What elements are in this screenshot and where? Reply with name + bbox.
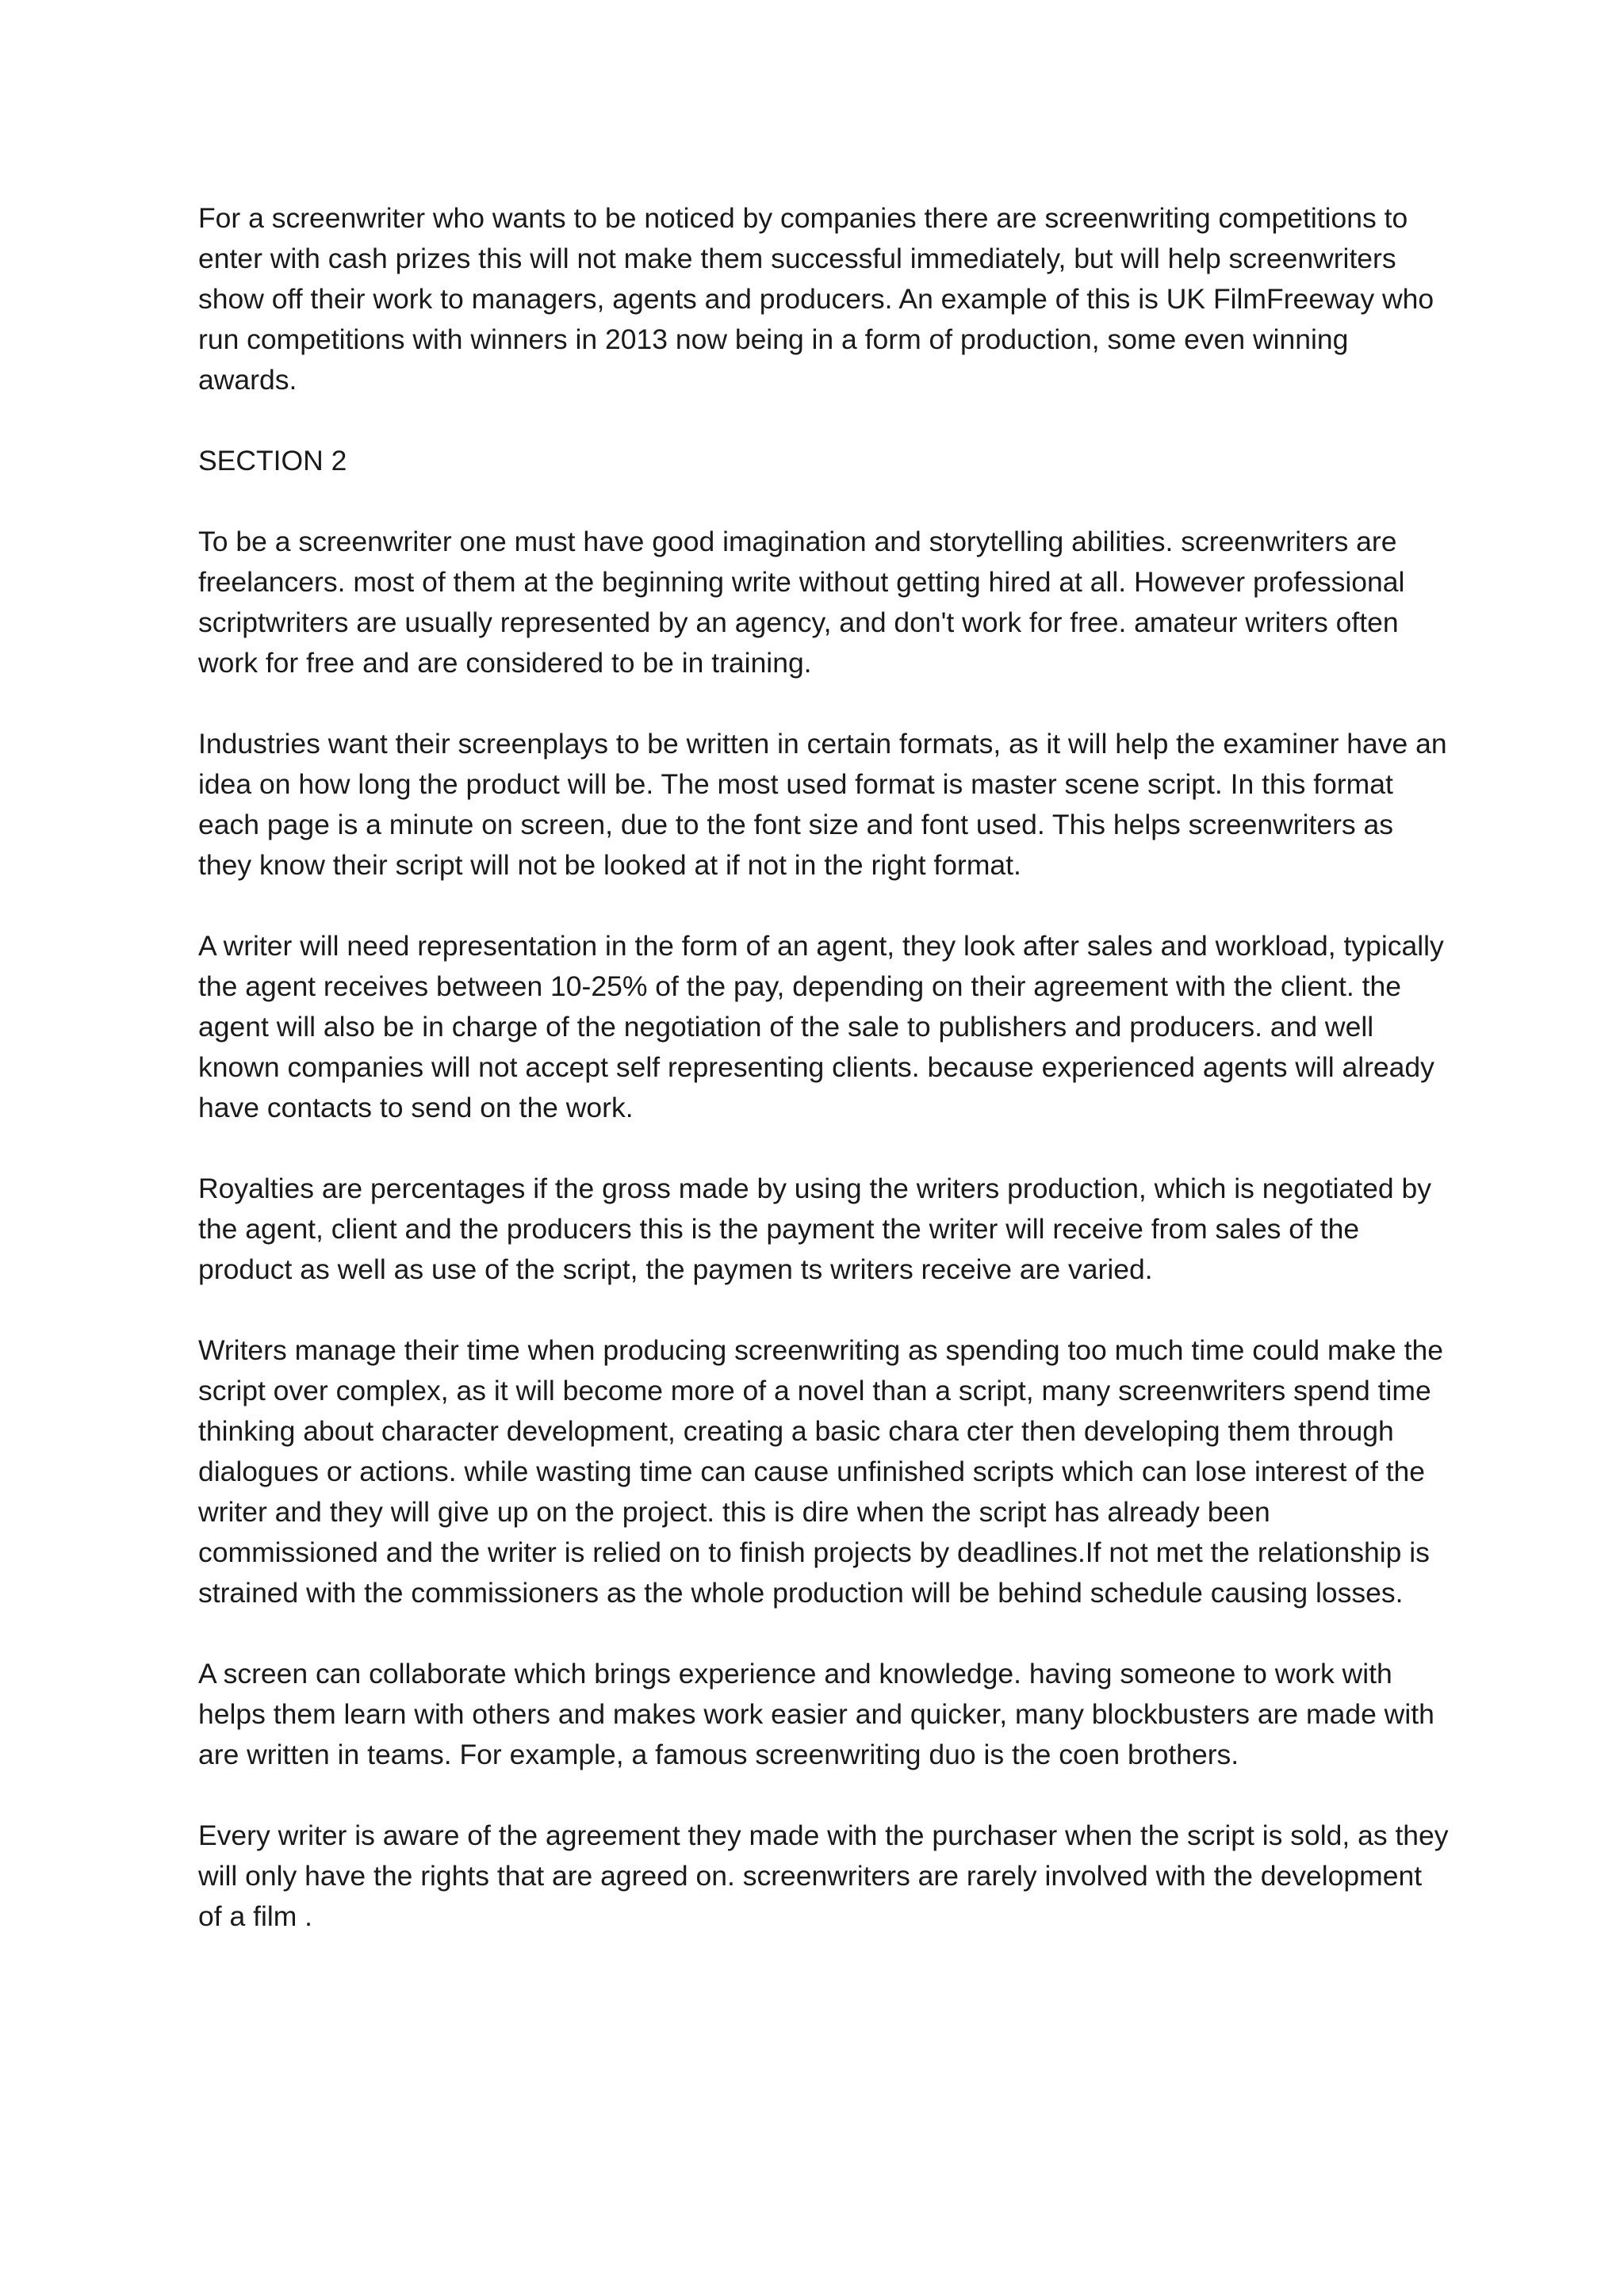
paragraph-time-management: Writers manage their time when producing screenwriting as spending too much time could make the script over complex, as it will become more of a novel than a script, many screenwriters spend time thinking about character development, creating a basic chara cter then developing them through dialogues or actions. while wasting time can cause unfinished scripts which can lose interest of the writer and they will give up on the project. this is dire when the script has already been commissioned and the writer is relied on to finish projects by deadlines.If not met the relationship is strained with the commissioners as the whole production will be behind schedule causing losses. xyxy=(198,1334,1444,1609)
paragraph-imagination: To be a screenwriter one must have good imagination and storytelling abilities. screenwriters are freelancers. most of them at the beginning write without getting hired at all. However professional scriptwriters are usually represented by an agency, and don't work for free. amateur writers often work for free and are considered to be in training. xyxy=(198,526,1405,679)
section-heading: SECTION 2 xyxy=(198,445,347,476)
paragraph-representation: A writer will need representation in the form of an agent, they look after sales and workload, typically the agent receives between 10-25% of the pay, depending on their agreement with the client. the agent will also be in charge of the negotiation of the sale to publishers and producers. and well known companies will not accept self representing clients. because experienced agents will already have contacts to send on the work. xyxy=(198,930,1444,1123)
paragraph-agreement: Every writer is aware of the agreement they made with the purchaser when the script is sold, as they will only have the rights that are agreed on. screenwriters are rarely involved with the development of a film . xyxy=(198,1820,1449,1932)
paragraph-formats: Industries want their screenplays to be written in certain formats, as it will help the examiner have an idea on how long the product will be. The most used format is master scene script. In this format each page is a minute on screen, due to the font size and font used. This helps screenwriters as they know their script will not be looked at if not in the right format. xyxy=(198,728,1447,881)
paragraph-collaboration: A screen can collaborate which brings experience and knowledge. having someone to work with helps them learn with others and makes work easier and quicker, many blockbusters are made with are written in teams. For example, a famous screenwriting duo is the coen brothers. xyxy=(198,1658,1434,1770)
paragraph-competitions: For a screenwriter who wants to be noticed by companies there are screenwriting competitions to enter with cash prizes this will not make them successful immediately, but will help screenwriters show off their work to managers, agents and producers. An example of this is UK FilmFreeway who run competitions with winners in 2013 now being in a form of production, some even winning awards. xyxy=(198,202,1434,396)
document-body xyxy=(198,198,1451,1977)
paragraph-royalties: Royalties are percentages if the gross made by using the writers production, which is negotiated by the agent, client and the producers this is the payment the writer will receive from sales of the product as well as use of the script, the paymen ts writers receive are varied. xyxy=(198,1173,1431,1285)
